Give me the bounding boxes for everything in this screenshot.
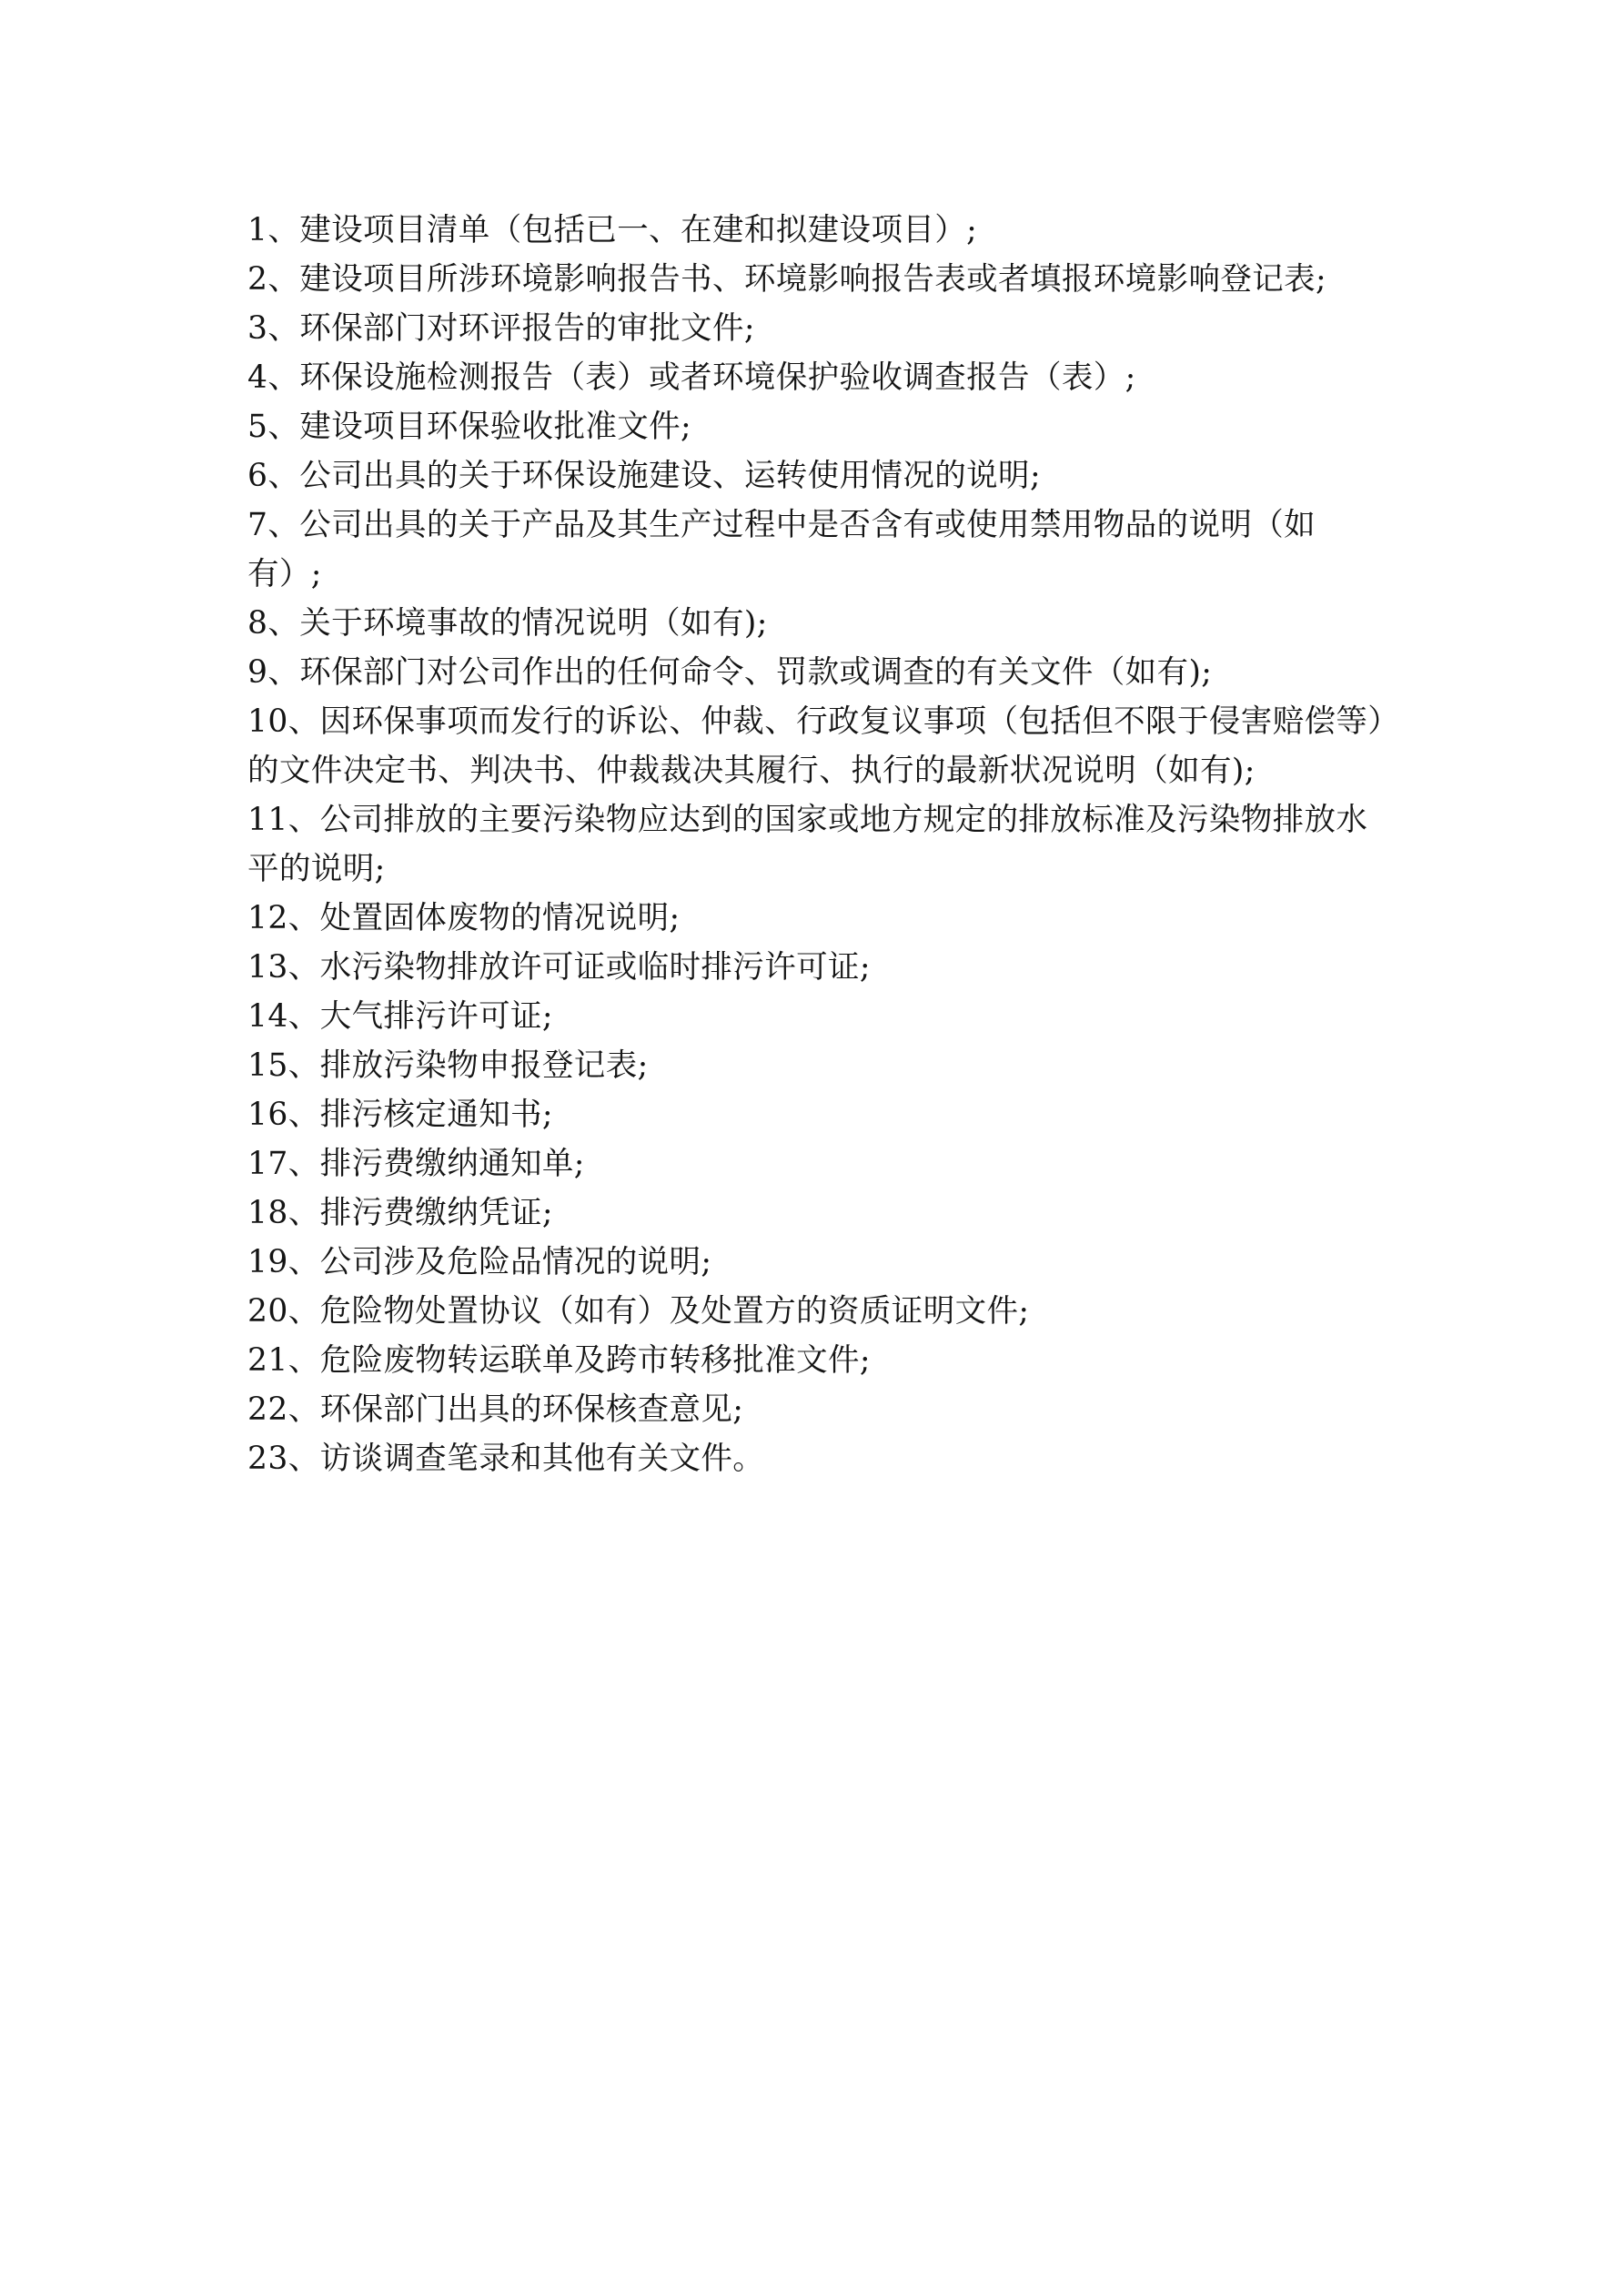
list-item: 18、排污费缴纳凭证; — [247, 1195, 553, 1231]
list-item: 1、建设项目清单（包括已一、在建和拟建设项目）; — [247, 212, 978, 248]
list-item: 20、危险物处置协议（如有）及处置方的资质证明文件; — [247, 1293, 1030, 1330]
list-item: 4、环保设施检测报告（表）或者环境保护验收调查报告（表）; — [247, 359, 1136, 396]
list-item: 9、环保部门对公司作出的任何命令、罚款或调查的有关文件（如有); — [247, 654, 1213, 691]
list-item: 14、大气排污许可证; — [247, 998, 553, 1035]
list-item: 12、处置固体废物的情况说明; — [247, 900, 681, 936]
list-item: 15、排放污染物申报登记表; — [247, 1047, 649, 1084]
list-item: 21、危险废物转运联单及跨市转移批准文件; — [247, 1342, 871, 1379]
document-list — [247, 206, 1389, 1483]
list-item: 8、关于环境事故的情况说明（如有); — [247, 605, 768, 642]
list-item: 16、排污核定通知书; — [247, 1097, 553, 1133]
list-item: 23、访谈调查笔录和其他有关文件。 — [247, 1441, 765, 1477]
list-item: 2、建设项目所涉环境影响报告书、环境影响报告表或者填报环境影响登记表; — [247, 261, 1327, 298]
list-item: 22、环保部门出具的环保核查意见; — [247, 1391, 744, 1428]
list-item: 19、公司涉及危险品情况的说明; — [247, 1244, 712, 1280]
list-item: 17、排污费缴纳通知单; — [247, 1146, 585, 1182]
list-item: 3、环保部门对环评报告的审批文件; — [247, 310, 755, 347]
list-item: 10、因环保事项而发行的诉讼、仲裁、行政复议事项（包括但不限于侵害赔偿等）的文件决定书、判决书、仲裁裁决其履行、执行的最新状况说明（如有); — [247, 703, 1384, 789]
list-item: 11、公司排放的主要污染物应达到的国家或地方规定的排放标准及污染物排放水平的说明; — [247, 802, 1368, 887]
list-item: 13、水污染物排放许可证或临时排污许可证; — [247, 949, 871, 986]
list-item: 5、建设项目环保验收批准文件; — [247, 409, 692, 445]
list-item: 7、公司出具的关于产品及其生产过程中是否含有或使用禁用物品的说明（如有）; — [247, 507, 1316, 592]
list-item: 6、公司出具的关于环保设施建设、运转使用情况的说明; — [247, 458, 1041, 494]
